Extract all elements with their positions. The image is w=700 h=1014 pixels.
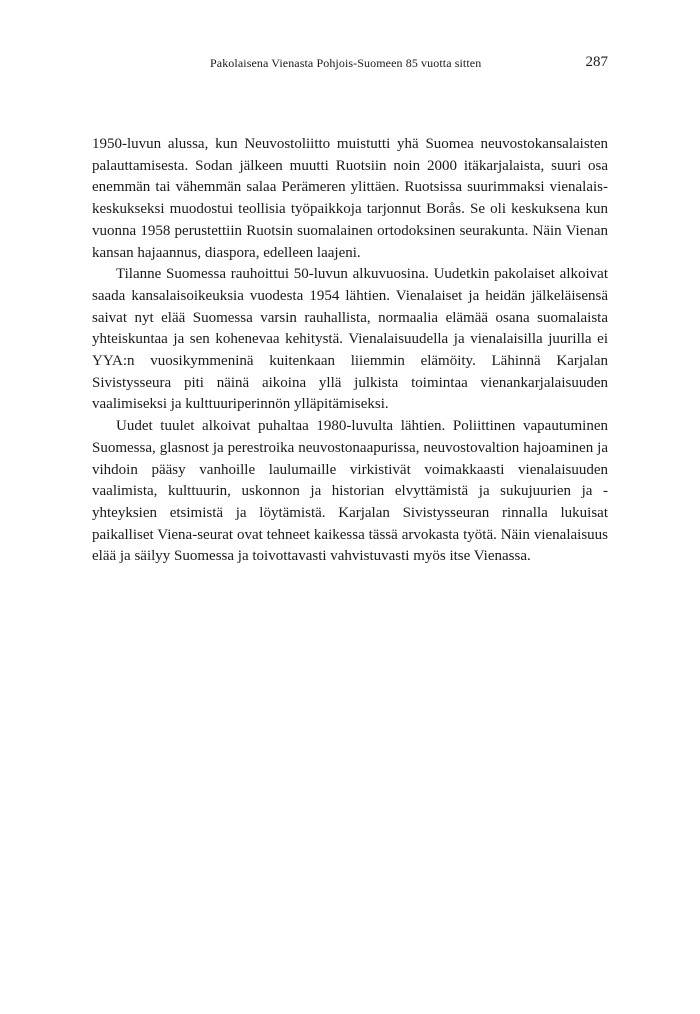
running-header: [92, 54, 608, 74]
page-number: 287: [585, 54, 608, 70]
paragraph: Uudet tuulet alkoivat puhaltaa 1980-luvulta lähtien. Poliittinen vapautuminen Suomessa, glasnost ja perestroika neuvostonaapurissa, neuvostovaltion hajoaminen ja vihdoin pääsy vanhoille laulumaille virkistivät voimakkaasti vienalaisuuden vaalimista, kulttuurin, uskonnon ja historian elvyttämistä ja sukujuurien ja -yhteyksien etsimistä ja löytämistä. Karjalan Sivistysseuran rinnalla lukuisat paikalliset Viena-seurat ovat tehneet kaikessa tässä arvokasta työtä. Näin vienalaisuus elää ja säilyy Suomessa ja toivottavasti vahvistuvasti myös itse Vienassa.: [92, 418, 608, 565]
body-text: [92, 134, 608, 568]
paragraph: Tilanne Suomessa rauhoittui 50-luvun alkuvuosina. Uudetkin pakolaiset alkoivat saada kansalaisoikeuksia vuodesta 1954 lähtien. Vienalaiset ja heidän jälkeläisensä saivat nyt elää Suomessa varsin rauhallista, normaalia elämää osana suomalaista yhteiskuntaa ja sen kohenevaa kehitystä. Vienalaisuudella ja vienalaisilla juurilla ei YYA:n vuosikymmeninä kuitenkaan liiemmin elämöity. Lähinnä Karjalan Sivistysseura piti näinä aikoina yllä julkista toimintaa vienankarjalaisuuden vaalimiseksi ja kulttuuriperinnön ylläpitämiseksi.: [92, 266, 608, 413]
running-title: Pakolaisena Vienasta Pohjois-Suomeen 85 vuotta sitten: [210, 56, 482, 70]
paragraph-continuation: 1950-luvun alussa, kun Neuvostoliitto muistutti yhä Suomea neuvostokansalaisten palauttamisesta. Sodan jälkeen muutti Ruotsiin noin 2000 itäkarjalaista, suuri osa enemmän tai vähemmän salaa Perämeren ylittäen. Ruotsissa suurimmaksi vienalais-keskukseksi muodostui teollisia työpaikkoja tarjonnut Borås. Se oli keskuksena kun vuonna 1958 perustettiin Ruotsin suomalainen ortodoksinen seurakunta. Näin Vienan kansan hajaannus, diaspora, edelleen laajeni.: [92, 136, 608, 261]
